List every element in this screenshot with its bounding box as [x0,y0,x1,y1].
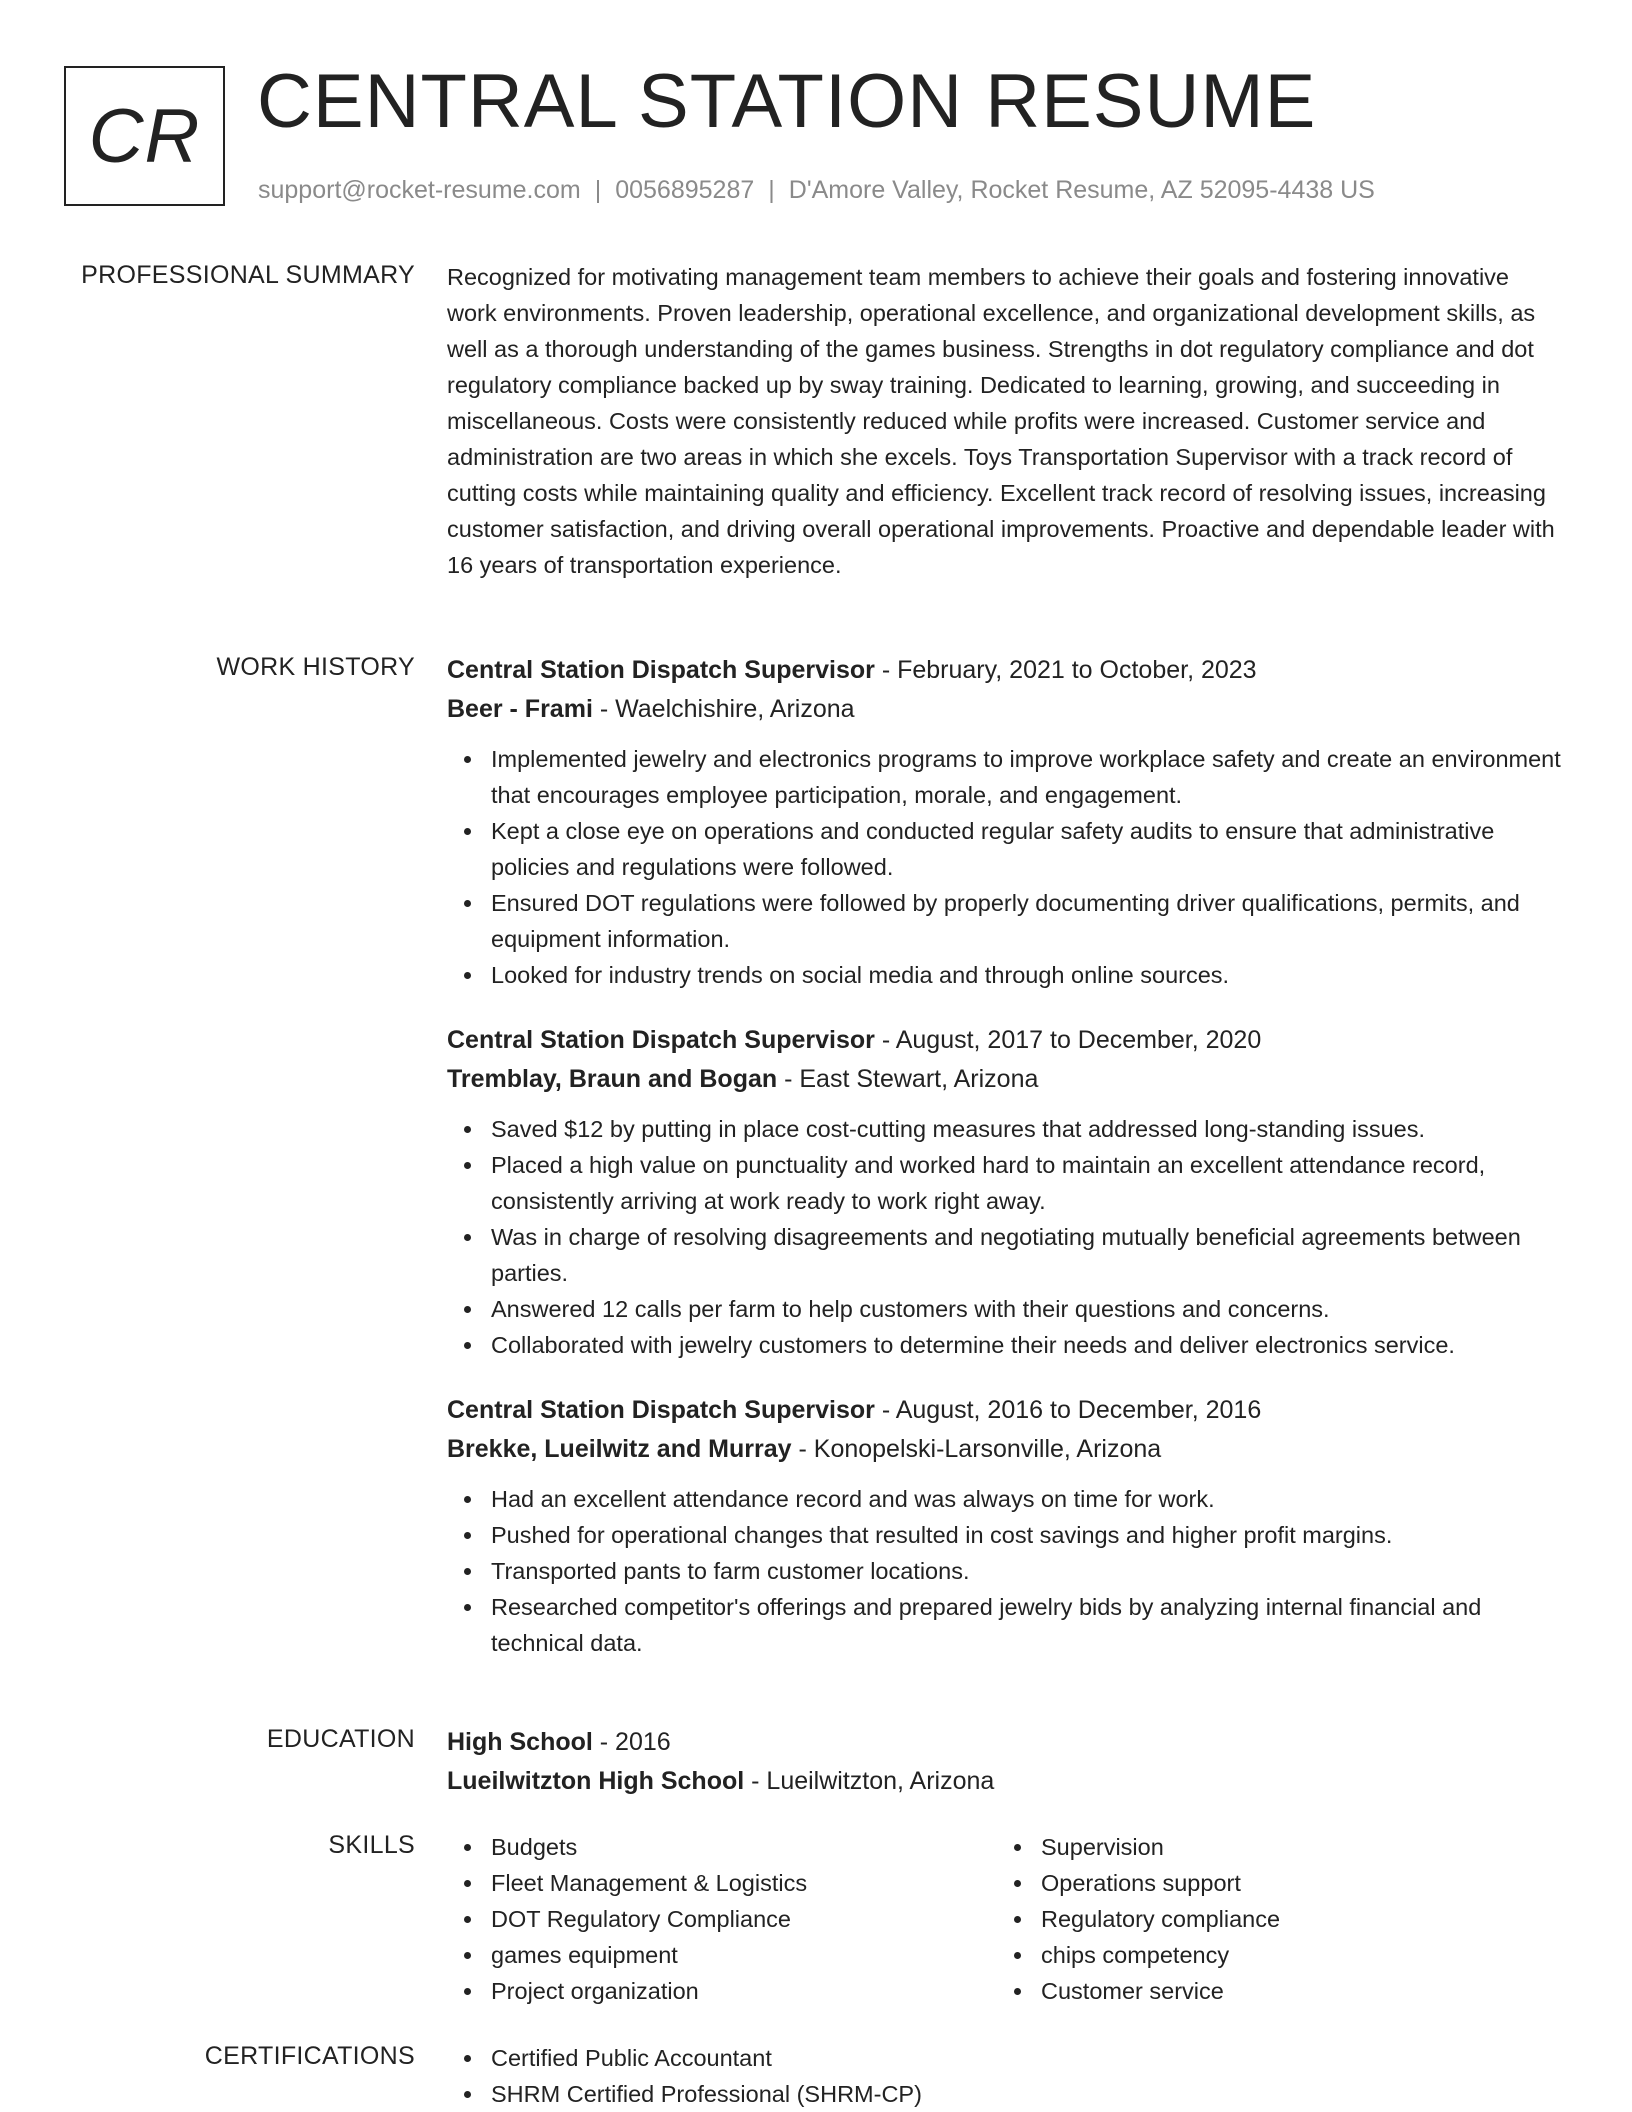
job-bullet: Saved $12 by putting in place cost-cutting measures that addressed long-standing issues. [447,1111,1562,1147]
job-entry [447,1021,1562,1363]
contact-phone[interactable]: 0056895287 [615,176,755,204]
certifications-body [447,2040,1562,2112]
skills-body [447,1829,1562,2009]
job-title-line [447,651,1562,690]
job-bullet: Pushed for operational changes that resulted in cost savings and higher profit margins. [447,1517,1562,1553]
education-degree: High School [447,1728,593,1756]
contact-address: D'Amore Valley, Rocket Resume, AZ 52095-4438 US [788,176,1375,204]
job-bullet: Ensured DOT regulations were followed by properly documenting driver qualifications, permits, and equipment information. [447,885,1562,957]
education-degree-line [447,1723,1562,1762]
job-location: - East Stewart, Arizona [777,1065,1039,1093]
skill-item: chips competency [997,1937,1547,1973]
job-title-line [447,1391,1562,1430]
education-heading: EDUCATION [266,1725,415,1753]
education-location: - Lueilwitzton, Arizona [744,1767,995,1795]
skill-item: DOT Regulatory Compliance [447,1901,997,1937]
summary-body [447,259,1562,583]
contact-separator: | [594,176,602,204]
job-company-line [447,1430,1562,1469]
education-school-line [447,1762,1562,1801]
education-body [447,1723,1562,1801]
certification-item: Certified Public Accountant [447,2040,1562,2076]
certification-item: SHRM Certified Professional (SHRM-CP) [447,2076,1562,2112]
education-school: Lueilwitzton High School [447,1767,745,1795]
job-company-line [447,1060,1562,1099]
contact-email[interactable]: support@rocket-resume.com [258,176,581,204]
job-title-line [447,1021,1562,1060]
job-bullet: Implemented jewelry and electronics programs to improve workplace safety and create an environment that encourages employee participation, morale, and engagement. [447,741,1562,813]
job-company: Tremblay, Braun and Bogan [447,1065,778,1093]
education-year: - 2016 [592,1728,671,1756]
job-bullets [447,1111,1562,1363]
work-history-body [447,651,1562,1661]
skill-item: Budgets [447,1829,997,1865]
skill-item: Supervision [997,1829,1547,1865]
summary-heading: PROFESSIONAL SUMMARY [81,261,415,289]
certifications-heading: CERTIFICATIONS [204,2042,415,2070]
job-bullet: Placed a high value on punctuality and worked hard to maintain an excellent attendance record, consistently arriving at work ready to work right away. [447,1147,1562,1219]
skill-item: Customer service [997,1973,1547,2009]
certifications-list [447,2040,1562,2112]
job-bullet: Transported pants to farm customer locations. [447,1553,1562,1589]
skills-list-right [997,1829,1547,2009]
job-bullet: Answered 12 calls per farm to help customers with their questions and concerns. [447,1291,1562,1327]
job-company-line [447,690,1562,729]
skill-item: Fleet Management & Logistics [447,1865,997,1901]
skills-heading: SKILLS [328,1831,415,1859]
skills-list-left [447,1829,997,2009]
job-bullets [447,741,1562,993]
job-bullet: Was in charge of resolving disagreements and negotiating mutually beneficial agreements between parties. [447,1219,1562,1291]
job-bullet: Collaborated with jewelry customers to determine their needs and deliver electronics service. [447,1327,1562,1363]
job-bullet: Researched competitor's offerings and prepared jewelry bids by analyzing internal financial and technical data. [447,1589,1562,1661]
work-history-heading: WORK HISTORY [216,653,415,681]
job-bullet: Kept a close eye on operations and conducted regular safety audits to ensure that administrative policies and regulations were followed. [447,813,1562,885]
job-dates: - August, 2017 to December, 2020 [874,1026,1262,1054]
contact-line [258,175,1375,205]
job-bullet: Looked for industry trends on social media and through online sources. [447,957,1562,993]
skills-columns [447,1829,1562,2009]
job-dates: - February, 2021 to October, 2023 [874,656,1257,684]
job-title: Central Station Dispatch Supervisor [447,1396,875,1424]
job-location: - Konopelski-Larsonville, Arizona [791,1435,1162,1463]
job-title: Central Station Dispatch Supervisor [447,1026,875,1054]
job-bullets [447,1481,1562,1661]
job-bullet: Had an excellent attendance record and was always on time for work. [447,1481,1562,1517]
job-dates: - August, 2016 to December, 2016 [874,1396,1262,1424]
job-title: Central Station Dispatch Supervisor [447,656,875,684]
skill-item: games equipment [447,1937,997,1973]
resume-title: CENTRAL STATION RESUME [257,59,1317,144]
job-company: Brekke, Lueilwitz and Murray [447,1435,792,1463]
summary-text: Recognized for motivating management team members to achieve their goals and fostering innovative work environments. Proven leadership, operational excellence, and organizational development skills, as well as a thorough understanding of the games business. Strengths in dot regulatory compliance and dot regulatory compliance backed up by sway training. Dedicated to learning, growing, and succeeding in miscellaneous. Costs were consistently reduced while profits were increased. Customer service and administration are two areas in which she excels. Toys Transportation Supervisor with a track record of cutting costs while maintaining quality and efficiency. Excellent track record of resolving issues, increasing customer satisfaction, and driving overall operational improvements. Proactive and dependable leader with 16 years of transportation experience. [447,264,1555,578]
skill-item: Operations support [997,1865,1547,1901]
job-company: Beer - Frami [447,695,593,723]
job-entry [447,1391,1562,1661]
job-entry [447,651,1562,993]
monogram-logo: CR [64,66,225,206]
skill-item: Regulatory compliance [997,1901,1547,1937]
skill-item: Project organization [447,1973,997,2009]
contact-separator: | [768,176,775,204]
job-location: - Waelchishire, Arizona [592,695,855,723]
